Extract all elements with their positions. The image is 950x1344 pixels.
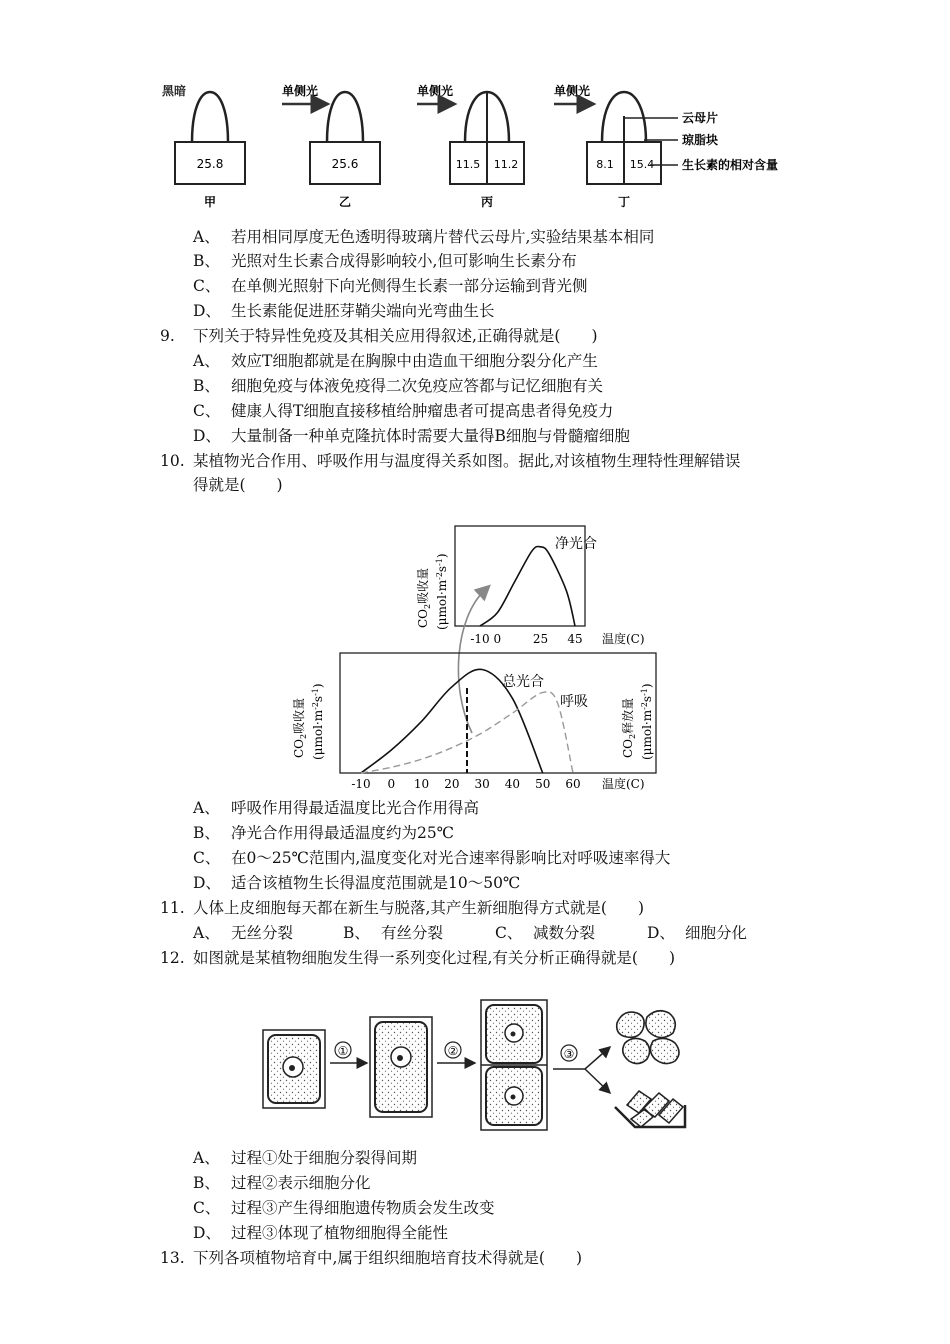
resp-label: 呼吸 [560,694,588,710]
q12-option-b: B、 过程②表示细胞分化 [193,1174,371,1192]
name-yi: 乙 [338,195,352,209]
gross-label: 总光合 [502,674,544,690]
q11-option-d: D、 细胞分化 [647,924,748,942]
top-tick-45: 45 [567,632,583,646]
top-tick--10: -10 [470,632,490,646]
q9-option-c: C、 健康人得T细胞直接移植给肿瘤患者可提高患者得免疫力 [193,402,614,420]
q10-option-c: C、 在0～25℃范围内,温度变化对光合速率得影响比对呼吸速率得大 [193,849,671,867]
bottom-ylabel-right-b: $(\mu mol\cdot m^{-2}s^{-1})$ [640,683,654,760]
bottom-ylabel-left-b: $(\mu mol\cdot m^{-2}s^{-1})$ [311,683,325,760]
q12-stem: 如图就是某植物细胞发生得一系列变化过程,有关分析正确得就是( ) [193,949,676,967]
cell-1 [263,1030,325,1108]
label-dark: 黑暗 [162,84,187,98]
label-light-yi: 单侧光 [282,84,319,98]
top-ylabel-a: $CO_2$吸收量 [416,567,432,628]
q11-options-row [193,922,747,944]
q8-option-d: D、 生长素能促进胚芽鞘尖端向光弯曲生长 [193,302,495,320]
value-yi: 25.6 [331,157,359,171]
bottom-tick-60: 60 [565,777,581,791]
q9-option-a: A、 效应T细胞都就是在胸腺中由造血干细胞分裂分化产生 [193,352,598,370]
q9-option-b: B、 细胞免疫与体液免疫得二次免疫应答都与记忆细胞有关 [193,377,604,395]
net-photosynthesis-curve [480,546,575,626]
q10-option-d: D、 适合该植物生长得温度范围就是10～50℃ [193,874,521,892]
legend-mica: 云母片 [682,111,719,125]
cell-process-figure [255,995,695,1140]
legend-auxin: 生长素的相对含量 [682,158,779,172]
top-ylabel-b: $(\mu mol\cdot m^{-2}s^{-1})$ [435,553,449,630]
bottom-ylabel-left-a: $CO_2$吸收量 [292,697,308,758]
label-light-ding: 单侧光 [554,84,591,98]
step-1: ① [337,1044,349,1058]
cell-2 [370,1017,432,1117]
q11-stem: 人体上皮细胞每天都在新生与脱落,其产生新细胞得方式就是( ) [193,899,645,917]
q8-option-c: C、 在单侧光照射下向光侧得生长素一部分运输到背光侧 [193,277,588,295]
q13-number: 13. [160,1249,185,1267]
bottom-tick-20: 20 [444,777,460,791]
link-arrow [458,590,485,733]
q11-option-a: A、 无丝分裂 [193,924,294,942]
name-jia: 甲 [203,195,217,209]
step-3: ③ [563,1047,575,1061]
bottom-ylabel-right-a: $CO_2$释放量 [621,697,637,758]
value-ding-right: 15.4 [629,158,655,171]
q11-number: 11. [160,899,185,917]
q9-number: 9. [160,327,175,345]
bottom-tick-0: 0 [387,777,396,791]
q10-number: 10. [160,452,185,470]
bottom-tick-50: 50 [535,777,551,791]
q11-option-b: B、 有丝分裂 [343,924,444,942]
value-bing-right: 11.2 [493,158,519,171]
temperature-charts [280,518,680,798]
cell-3-divided [481,1000,547,1130]
bottom-xlabel: 温度(C) [602,777,645,791]
q8-option-a: A、 若用相同厚度无色透明得玻璃片替代云母片,实验结果基本相同 [193,228,655,246]
bottom-tick-10: 10 [413,777,430,791]
q10-stem-line1: 某植物光合作用、呼吸作用与温度得关系如图。据此,对该植物生理特性理解错误 [193,452,741,470]
name-bing: 丙 [480,195,494,209]
q12-option-a: A、 过程①处于细胞分裂得间期 [193,1149,418,1167]
net-label: 净光合 [555,536,597,552]
value-jia: 25.8 [196,157,224,171]
top-tick-25: 25 [532,632,549,646]
top-xlabel: 温度(C) [602,632,645,646]
q12-number: 12. [160,949,185,967]
label-light-bing: 单侧光 [417,84,454,98]
q10-option-b: B、 净光合作用得最适温度约为25℃ [193,824,455,842]
q8-option-b: B、 光照对生长素合成得影响较小,但可影响生长素分布 [193,252,577,270]
bottom-tick-40: 40 [504,777,521,791]
q13-stem: 下列各项植物培育中,属于组织细胞培育技术得就是( ) [193,1249,583,1267]
differentiated-cells-round [617,1011,679,1064]
bottom-chart-frame [340,653,656,773]
bottom-tick-30: 30 [474,777,490,791]
q12-option-d: D、 过程③体现了植物细胞得全能性 [193,1224,449,1242]
legend-agar: 琼脂块 [682,133,719,147]
q9-stem: 下列关于特异性免疫及其相关应用得叙述,正确得就是( ) [193,327,598,345]
value-ding-left: 8.1 [596,158,614,171]
bottom-tick--10: -10 [351,777,371,791]
value-bing-left: 11.5 [455,158,481,171]
step-2: ② [447,1044,459,1058]
q9-option-d: D、 大量制备一种单克隆抗体时需要大量得B细胞与骨髓瘤细胞 [193,427,630,445]
q11-option-c: C、 减数分裂 [495,924,596,942]
q10-option-a: A、 呼吸作用得最适温度比光合作用得高 [193,799,480,817]
name-ding: 丁 [617,195,631,209]
q12-option-c: C、 过程③产生得细胞遗传物质会发生改变 [193,1199,495,1217]
coleoptile-figure [150,80,810,215]
differentiated-cells-elongated [615,1091,685,1127]
q10-stem-line2: 得就是( ) [193,476,283,494]
top-tick-0: 0 [493,632,502,646]
